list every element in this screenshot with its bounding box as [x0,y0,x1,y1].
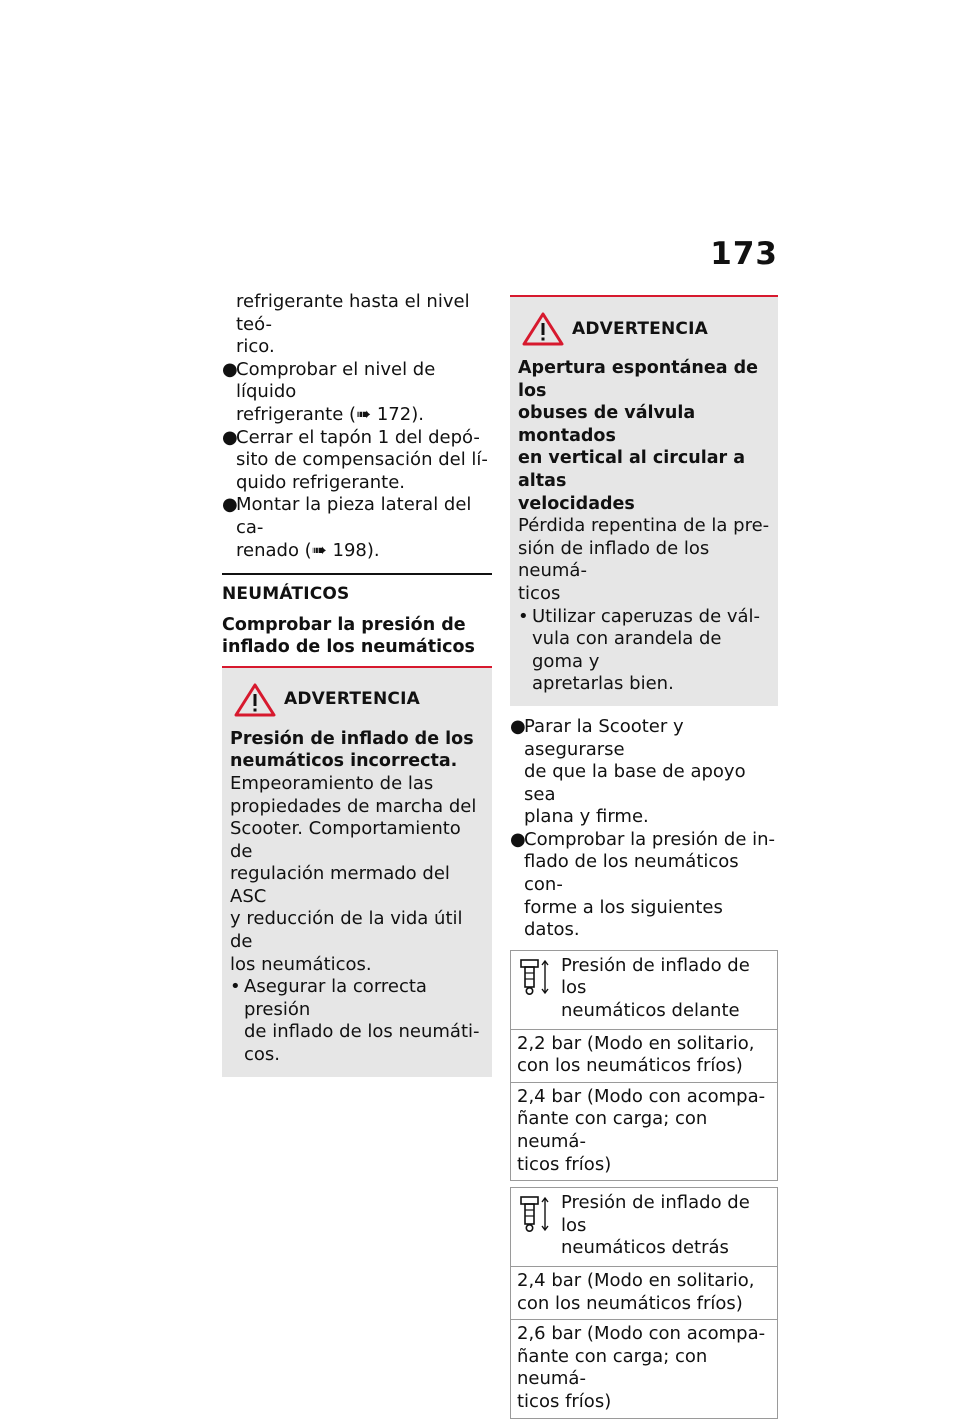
warning-header [518,311,770,347]
table-cell-line: 2,6 bar (Modo con acompa- [517,1323,766,1345]
warning-box [222,666,492,1077]
table-cell-line: ñante con carga; con neumá- [517,1345,708,1390]
bullet-dot: ● [222,358,238,380]
table-header-line: Presión de inflado de los [561,954,750,999]
page-number: 173 [710,236,778,272]
step-line: forme a los siguientes datos. [524,896,723,941]
warning-title: ADVERTENCIA [572,318,708,339]
warning-bullet-line: Utilizar caperuzas de vál- [532,605,761,627]
warning-strong-line: velocidades [518,493,635,514]
warning-triangle-icon [522,312,564,346]
warning-bullet-line: de inflado de los neumáti- [244,1021,480,1043]
table-header-line: neumáticos detrás [561,1237,729,1259]
warning-strong-line: obuses de válvula montados [518,403,696,446]
bullet-dot: ● [222,426,238,448]
step-line: quido refrigerante. [236,471,406,493]
step-line: Montar la pieza lateral del ca- [236,494,472,538]
tire-pressure-icon [517,1194,551,1234]
warning-body-line: Pérdida repentina de la pre- [518,515,770,537]
table-cell-line: ticos fríos) [517,1153,612,1175]
tire-pressure-table-front [510,950,778,1181]
bullet-dot: ● [510,828,526,850]
warning-box [510,295,778,706]
step-line: flado de los neumáticos con- [524,851,739,896]
warning-strong-line: neumáticos incorrecta. [230,751,458,772]
step-item [222,427,492,495]
warning-bullet [518,606,770,696]
bullet-dot: • [518,605,529,627]
warning-body-line: Scooter. Comportamiento de [230,818,461,862]
warning-header [230,682,484,718]
warning-strong-line: Apertura espontánea de los [518,358,759,401]
table-cell-line: ñante con carga; con neumá- [517,1108,708,1152]
bullet-dot: ● [510,715,526,737]
section-heading: NEUMÁTICOS [222,584,350,605]
step-line: Comprobar el nivel de líquido [236,358,436,403]
tire-pressure-icon [517,957,551,997]
step-line: refrigerante (➠ 172). [236,403,424,425]
subheading-line: inflado de los neumáticos [222,636,475,657]
continuation-line: refrigerante hasta el nivel teó- [236,291,470,335]
warning-strong-line: Presión de inflado de los [230,728,474,749]
table-cell-line: 2,2 bar (Modo en solitario, [517,1032,755,1054]
continuation-line: rico. [236,336,275,358]
steps-list [510,716,778,942]
warning-body-line: regulación mermado del ASC [230,863,450,907]
table-row [511,1083,777,1180]
left-column [222,291,492,1077]
table-header-text [561,1192,771,1260]
warning-bullet-line: cos. [244,1044,281,1066]
step-line: Comprobar la presión de in- [524,828,776,850]
step-line: sito de compensación del lí- [236,449,488,471]
table-cell-line: con los neumáticos fríos) [517,1055,743,1077]
warning-title: ADVERTENCIA [284,689,420,710]
warning-bullet-line: apretarlas bien. [532,673,674,695]
warning-body-line: Empeoramiento de las [230,772,434,794]
warning-body-line: sión de inflado de los neumá- [518,537,710,582]
warning-bullet [230,976,484,1066]
section-divider [222,573,492,575]
table-cell-line: con los neumáticos fríos) [517,1292,743,1314]
step-line: de que la base de apoyo sea [524,761,746,805]
step-item [222,494,492,562]
step-line: renado (➠ 198). [236,539,380,561]
table-cell-line: 2,4 bar (Modo con acompa- [517,1085,766,1107]
table-cell-line: ticos fríos) [517,1390,612,1412]
step-item [222,359,492,427]
warning-bullet-line: vula con arandela de goma y [532,628,722,672]
table-row [511,1030,777,1083]
table-header-line: neumáticos delante [561,1000,740,1022]
table-header [511,951,777,1030]
step-line: Cerrar el tapón 1 del depó- [236,426,480,448]
step-line: Parar la Scooter y asegurarse [524,715,684,760]
warning-triangle-icon [234,683,276,717]
warning-body-line: los neumáticos. [230,953,372,975]
tire-pressure-table-rear [510,1187,778,1418]
subheading-line: Comprobar la presión de [222,614,466,635]
table-cell-line: 2,4 bar (Modo en solitario, [517,1269,755,1291]
table-row [511,1320,777,1417]
bullet-dot: • [230,976,241,998]
table-header [511,1188,777,1267]
warning-body-line: y reducción de la vida útil de [230,908,463,953]
warning-body-line: ticos [518,582,561,604]
step-item [510,716,778,829]
warning-strong-line: en vertical al circular a altas [518,448,746,491]
step-item [510,829,778,942]
table-header-line: Presión de inflado de los [561,1192,750,1236]
table-row [511,1267,777,1320]
table-header-text [561,955,771,1023]
step-line: plana y firme. [524,806,649,828]
warning-bullet-line: Asegurar la correcta presión [244,976,427,1020]
right-column [510,295,778,1419]
bullet-dot: ● [222,494,238,516]
warning-body-line: propiedades de marcha del [230,795,477,817]
